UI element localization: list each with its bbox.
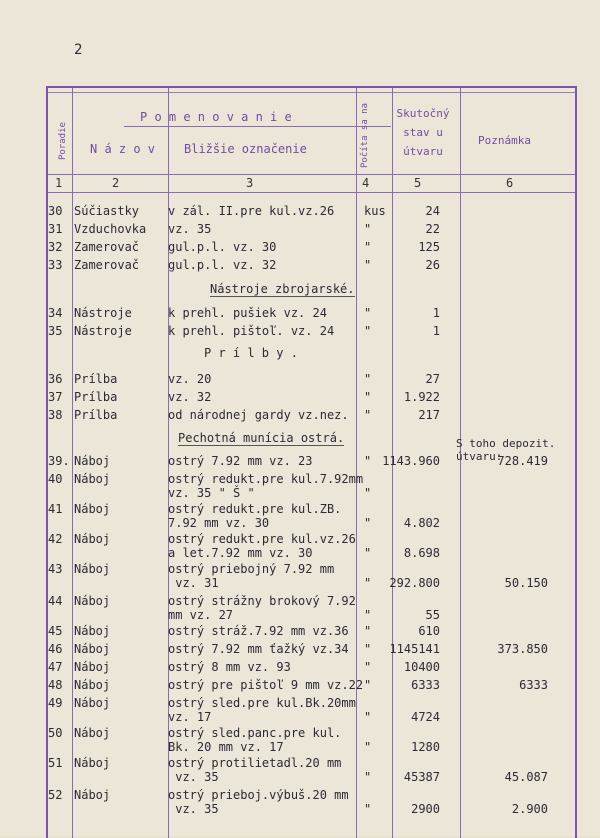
item-unit: ": [364, 710, 372, 724]
item-name: Náboj: [74, 756, 111, 770]
row-number: 33: [48, 258, 63, 272]
item-note: 45.087: [504, 770, 548, 784]
header-blizsie-oznacenie: Bližšie označenie: [184, 142, 307, 156]
header-nazov: N á z o v: [90, 142, 156, 156]
item-note: 373.850: [497, 642, 548, 656]
header-poradie: Poradie: [58, 122, 68, 160]
item-description: ostrý redukt.pre kul.ZB. 7.92 mm vz. 30: [168, 502, 342, 530]
item-unit: ": [364, 408, 372, 422]
row-number: 50: [48, 726, 63, 740]
item-description: vz. 20: [168, 372, 212, 386]
item-unit: ": [364, 454, 372, 468]
header-poznamka: Poznámka: [478, 134, 531, 147]
item-description: k prehl. pušiek vz. 24: [168, 306, 327, 320]
row-number: 47: [48, 660, 63, 674]
item-name: Súčiastky: [74, 204, 140, 218]
item-unit: ": [364, 372, 372, 386]
column-number-2: 2: [112, 176, 120, 190]
item-name: Náboj: [74, 454, 111, 468]
item-description: ostrý strážny brokový 7.92 mm vz. 27: [168, 594, 356, 622]
item-name: Náboj: [74, 642, 111, 656]
row-number: 35: [48, 324, 63, 338]
item-name: Náboj: [74, 726, 111, 740]
item-unit: ": [364, 608, 372, 622]
header-skutocny-stav: Skutočný stav u útvaru: [396, 107, 450, 158]
item-description: ostrý stráž.7.92 mm vz.36: [168, 624, 349, 638]
item-name: Zamerovač: [74, 258, 140, 272]
item-name: Náboj: [74, 562, 111, 576]
item-unit: ": [364, 222, 372, 236]
item-name: Vzduchovka: [74, 222, 147, 236]
item-unit: ": [364, 240, 372, 254]
item-quantity: 217: [418, 408, 440, 422]
item-description: ostrý 7.92 mm vz. 23: [168, 454, 313, 468]
column-number-1: 1: [55, 176, 63, 190]
item-name: Náboj: [74, 502, 111, 516]
item-quantity: 125: [418, 240, 440, 254]
item-quantity: 1143.960: [382, 454, 440, 468]
row-number: 32: [48, 240, 63, 254]
side-note: S toho depozit. útvaru:: [456, 437, 556, 463]
item-quantity: 2900: [411, 802, 440, 816]
item-quantity: 1: [432, 324, 440, 338]
header-pocita-sa: Počíta sa na: [360, 102, 370, 168]
item-quantity: 4.802: [403, 516, 440, 530]
item-unit: ": [364, 546, 372, 560]
row-number: 49: [48, 696, 63, 710]
item-quantity: 1: [432, 306, 440, 320]
item-quantity: 292.800: [389, 576, 440, 590]
item-description: ostrý priebojný 7.92 mm vz. 31: [168, 562, 335, 590]
item-name: Náboj: [74, 472, 111, 486]
item-note: 728.419: [497, 454, 548, 468]
row-number: 31: [48, 222, 63, 236]
item-note: 2.900: [511, 802, 548, 816]
page-number: 2: [74, 42, 83, 58]
item-description: v zál. II.pre kul.vz.26: [168, 204, 335, 218]
header-pomenovanie: P o m e n o v a n i e: [140, 110, 292, 124]
item-name: Prílba: [74, 372, 118, 386]
item-description: ostrý redukt.pre kul.vz.26 a let.7.92 mm vz. 30: [168, 532, 356, 560]
item-description: gul.p.l. vz. 30: [168, 240, 277, 254]
column-number-3: 3: [246, 176, 254, 190]
item-description: ostrý sled.panc.pre kul. Bk. 20 mm vz. 17: [168, 726, 342, 754]
section-title: Nástroje zbrojarské.: [210, 282, 355, 296]
item-quantity: 1280: [411, 740, 440, 754]
row-number: 46: [48, 642, 63, 656]
item-unit: ": [364, 642, 372, 656]
item-description: od národnej gardy vz.nez.: [168, 408, 349, 422]
row-number: 34: [48, 306, 63, 320]
item-description: ostrý redukt.pre kul.7.92mm vz. 35 " Š ": [168, 472, 364, 500]
row-number: 37: [48, 390, 63, 404]
row-number: 42: [48, 532, 63, 546]
item-unit: ": [364, 324, 372, 338]
item-quantity: 6333: [411, 678, 440, 692]
item-name: Náboj: [74, 788, 111, 802]
item-unit: kus: [364, 204, 386, 218]
item-unit: ": [364, 390, 372, 404]
item-unit: ": [364, 678, 372, 692]
item-quantity: 8.698: [403, 546, 440, 560]
item-unit: ": [364, 660, 372, 674]
row-number: 48: [48, 678, 63, 692]
item-description: ostrý protilietadl.20 mm vz. 35: [168, 756, 342, 784]
item-note: 6333: [519, 678, 548, 692]
item-name: Zamerovač: [74, 240, 140, 254]
item-quantity: 55: [425, 608, 440, 622]
item-quantity: 26: [425, 258, 440, 272]
row-number: 30: [48, 204, 63, 218]
item-unit: ": [364, 576, 372, 590]
item-description: gul.p.l. vz. 32: [168, 258, 277, 272]
item-quantity: 27: [425, 372, 440, 386]
item-description: ostrý sled.pre kul.Bk.20mm vz. 17: [168, 696, 356, 724]
item-quantity: 1.922: [403, 390, 440, 404]
item-name: Náboj: [74, 594, 111, 608]
item-name: Nástroje: [74, 306, 132, 320]
row-number: 52: [48, 788, 63, 802]
row-number: 40: [48, 472, 63, 486]
item-name: Náboj: [74, 624, 111, 638]
item-unit: ": [364, 306, 372, 320]
item-description: vz. 32: [168, 390, 212, 404]
item-quantity: 24: [425, 204, 440, 218]
row-number: 36: [48, 372, 63, 386]
item-unit: ": [364, 516, 372, 530]
item-name: Nástroje: [74, 324, 132, 338]
item-description: vz. 35: [168, 222, 212, 236]
item-description: ostrý 7.92 mm ťažký vz.34: [168, 642, 349, 656]
column-number-5: 5: [414, 176, 422, 190]
column-number-4: 4: [362, 176, 370, 190]
item-name: Prílba: [74, 390, 118, 404]
column-number-6: 6: [506, 176, 514, 190]
row-number: 51: [48, 756, 63, 770]
item-name: Prílba: [74, 408, 118, 422]
item-unit: ": [364, 258, 372, 272]
item-name: Náboj: [74, 660, 111, 674]
item-unit: ": [364, 486, 372, 500]
section-title: P r í l b y .: [204, 346, 298, 360]
item-quantity: 610: [418, 624, 440, 638]
row-number: 44: [48, 594, 63, 608]
row-number: 45: [48, 624, 63, 638]
row-number: 43: [48, 562, 63, 576]
item-description: k prehl. pištoľ. vz. 24: [168, 324, 335, 338]
item-quantity: 45387: [403, 770, 440, 784]
item-description: ostrý 8 mm vz. 93: [168, 660, 291, 674]
item-name: Náboj: [74, 532, 111, 546]
item-description: ostrý pre pištoľ 9 mm vz.22: [168, 678, 364, 692]
item-unit: ": [364, 740, 372, 754]
item-quantity: 10400: [403, 660, 440, 674]
item-name: Náboj: [74, 678, 111, 692]
row-number: 38: [48, 408, 63, 422]
section-title: Pechotná munícia ostrá.: [178, 431, 345, 445]
item-quantity: 1145141: [389, 642, 440, 656]
row-number: 39.: [48, 454, 70, 468]
item-unit: ": [364, 624, 372, 638]
item-unit: ": [364, 770, 372, 784]
item-note: 50.150: [504, 576, 548, 590]
item-description: ostrý priebој.výbuš.20 mm vz. 35: [168, 788, 349, 816]
item-quantity: 22: [425, 222, 440, 236]
item-unit: ": [364, 802, 372, 816]
row-number: 41: [48, 502, 63, 516]
item-name: Náboj: [74, 696, 111, 710]
item-quantity: 4724: [411, 710, 440, 724]
